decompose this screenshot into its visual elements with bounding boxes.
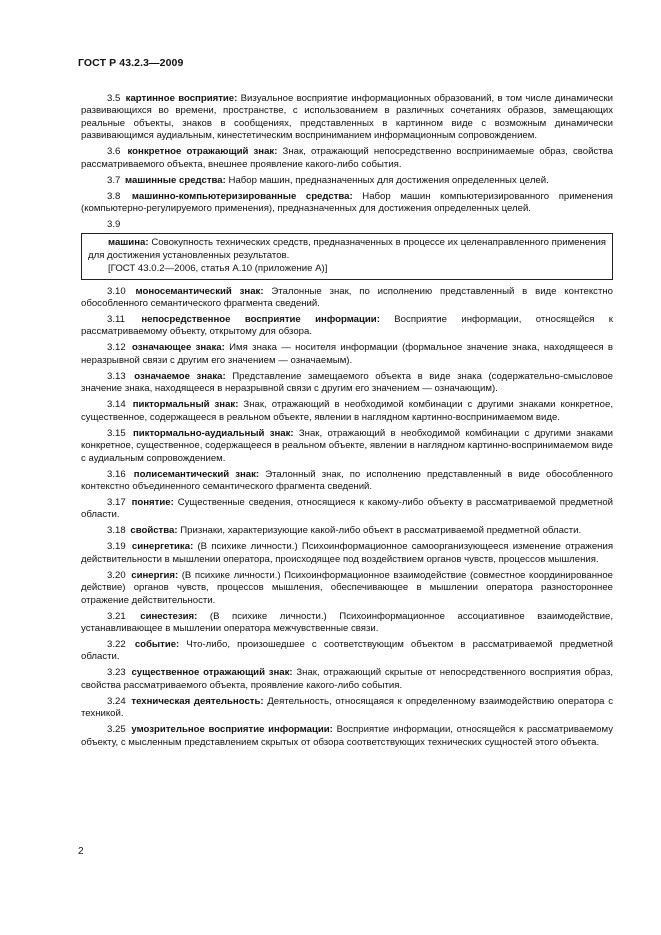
term-definition: Знак, отражающий в необходимой комбинации с другими знаками конкретное, существенное, содержащееся в реальном объекте, явлении в наглядном картинно-воспринимаемом виде с аудиальным сопровождением. [81,427,613,464]
term-definition: Восприятие информации, относящейся к рассматриваемому объекту, с мысленным представлением скрытых от обзора соответствующих технических сущностей этого объекта. [81,724,613,748]
term-title: пиктормально-аудиальный знак: [132,427,294,439]
term-title: пиктормальный знак: [132,399,239,411]
term-number: 3.16 [107,468,126,480]
term-definition: Знак, отражающий непосредственно воспринимаемые образ, свойства рассматриваемого объекта, внешнее проявление какого-либо события. [81,146,613,170]
term-entry [81,286,613,311]
term-number: 3.21 [107,610,126,622]
term-entry [81,469,613,494]
term-entry [81,611,613,636]
term-definition: Эталонные знак, по исполнению представленный в виде контекстно обособленного семантического фрагмента сведений. [81,285,613,310]
term-definition: Что-либо, произошедшее с соответствующим объектом в рассматриваемой предметной области. [81,638,614,663]
term-title: картинное восприятие: [125,93,238,104]
term-definition: (В психике личности.) Психоинформационное самоорганизующееся изменение отражения действительности в мышлении оператора, происходящее под воздействием органов чувств, процессов мышления. [81,541,614,565]
document-header: ГОСТ Р 43.2.3—2009 [78,57,184,69]
term-definition: Признаки, характеризующие какой-либо объект в рассматриваемой предметной области. [180,525,582,537]
term-number: 3.18 [107,525,126,537]
term-definition: Представление замещаемого объекта в виде знака (содержательно-смысловое значение знака, находящееся в неразрывной связи с другим его значением — означающим). [81,370,613,395]
term-title: свойства: [130,525,178,537]
term-number: 3.12 [107,342,126,354]
term-definition: (В психике личности.) Психоинформационное ассоциативное взаимодействие, устанавливающее в мышлении оператора межчувственные связи. [81,610,613,634]
term-definition: Деятельность, относящаяся к определенному взаимодействию оператора с техникой. [81,695,613,720]
term-entry [81,428,613,465]
term-number: 3.6 [107,146,121,158]
term-title: синестезия: [140,610,198,622]
definition-source: [ГОСТ 43.0.2—2006, статья А.10 (приложение А)] [108,263,328,275]
term-entry [81,93,613,143]
term-entry [81,191,613,216]
terms-section-b [81,286,613,749]
terms-body [81,93,613,753]
term-entry [81,342,613,367]
term-number: 3.13 [107,370,126,382]
term-number: 3.25 [107,724,126,736]
term-entry [81,667,613,692]
term-number: 3.19 [107,541,126,553]
term-entry [81,146,613,171]
term-title: техническая деятельность: [131,695,264,707]
quoted-definition [88,237,606,262]
term-title: событие: [134,638,180,650]
term-entry [81,175,613,187]
term-title: полисемантический знак: [133,468,260,480]
term-title: понятие: [131,496,174,508]
term-number: 3.5 [107,93,121,104]
term-definition: Набор машин, предназначенных для достижения определенных целей. [228,174,549,186]
term-entry [81,570,613,607]
term-number: 3.20 [107,569,126,581]
term-title: означаемое знака: [134,370,226,382]
term-definition: Визуальное восприятие информационных образований, в том числе динамически развивающихся во времени, пространстве, с использованием в различных сочетаниях образов, замещающих реальные объекты, знаков в сообщениях, представленных в картинном виде с возможным динамически развивающимся аудиальным, кинестетическим восприниманием информационным сопровождением. [81,93,614,142]
term-definition: Восприятие информации, относящейся к рассматриваемому объекту, открытому для обзора. [81,314,613,338]
term-entry [81,525,613,537]
term-number: 3.15 [107,427,126,439]
term-number: 3.22 [107,638,126,650]
term-entry [81,696,613,721]
term-number: 3.8 [107,190,121,202]
term-number: 3.7 [107,174,121,186]
term-3-9-number: 3.9 [107,219,121,231]
term-title: умозрительное восприятие информации: [131,724,333,736]
term-number: 3.17 [107,496,126,508]
term-title: синергетика: [131,541,194,553]
term-number: 3.24 [107,695,126,707]
term-definition: Имя знака — носителя информации (формальное значение знака, находящееся в неразрывной связи с другим его значением — означаемым). [81,342,613,366]
term-definition: Набор машин компьютеризированного применения (компьютерно-регулируемого применения), предназначенных для достижения определенных целей. [81,190,613,215]
term-title: синергия: [131,569,179,581]
term-title: моносемантический знак: [135,285,264,297]
term-entry [81,399,613,424]
term-title: означающее знака: [132,342,225,354]
term-definition: Знак, отражающий скрытые от непосредственного восприятия образ, свойства рассматриваемого объекта, проявление какого-либо события. [81,667,614,691]
term-title: существенное отражающий знак: [131,667,293,679]
term-entry [81,497,613,522]
term-entry [81,314,613,339]
term-number: 3.23 [107,667,126,679]
term-entry [81,541,613,566]
term-definition: Эталонный знак, по исполнению представленный в виде обособленного контекстно объединенного семантического фрагмента сведений. [81,468,613,492]
term-title: конкретное отражающий знак: [127,146,278,158]
term-definition: (В психике личности.) Психоинформационное взаимодействие (совместное координированное действие) органов чувств, процессов мышления, обеспечивающее в мышлении оператора разностороннее отражение действительности. [81,569,614,606]
terms-section-a [81,93,613,215]
term-title: машина: [108,237,149,249]
term-entry [81,724,613,749]
page-number: 2 [78,846,84,857]
term-definition: Совокупность технических средств, предназначенных в процессе их целенаправленного применения для достижения установленных результатов. [88,237,606,261]
term-number: 3.11 [107,314,125,326]
term-title: машинно-компьютеризированные средства: [131,190,353,202]
term-title: непосредственное восприятие информации: [141,314,380,326]
term-entry [81,371,613,396]
term-definition: Знак, отражающий в необходимой комбинации с другими знаками конкретное, существенное, содержащееся в реальном объекте, явлении в наглядном картинно-воспринимаемом виде. [81,399,614,423]
term-number: 3.10 [107,285,126,297]
term-entry [81,639,613,664]
term-definition: Существенные сведения, относящиеся к какому-либо объекту в рассматриваемой предметной области. [81,496,614,521]
term-number: 3.14 [107,399,126,411]
term-title: машинные средства: [125,174,226,186]
quoted-definition-box [81,233,613,279]
